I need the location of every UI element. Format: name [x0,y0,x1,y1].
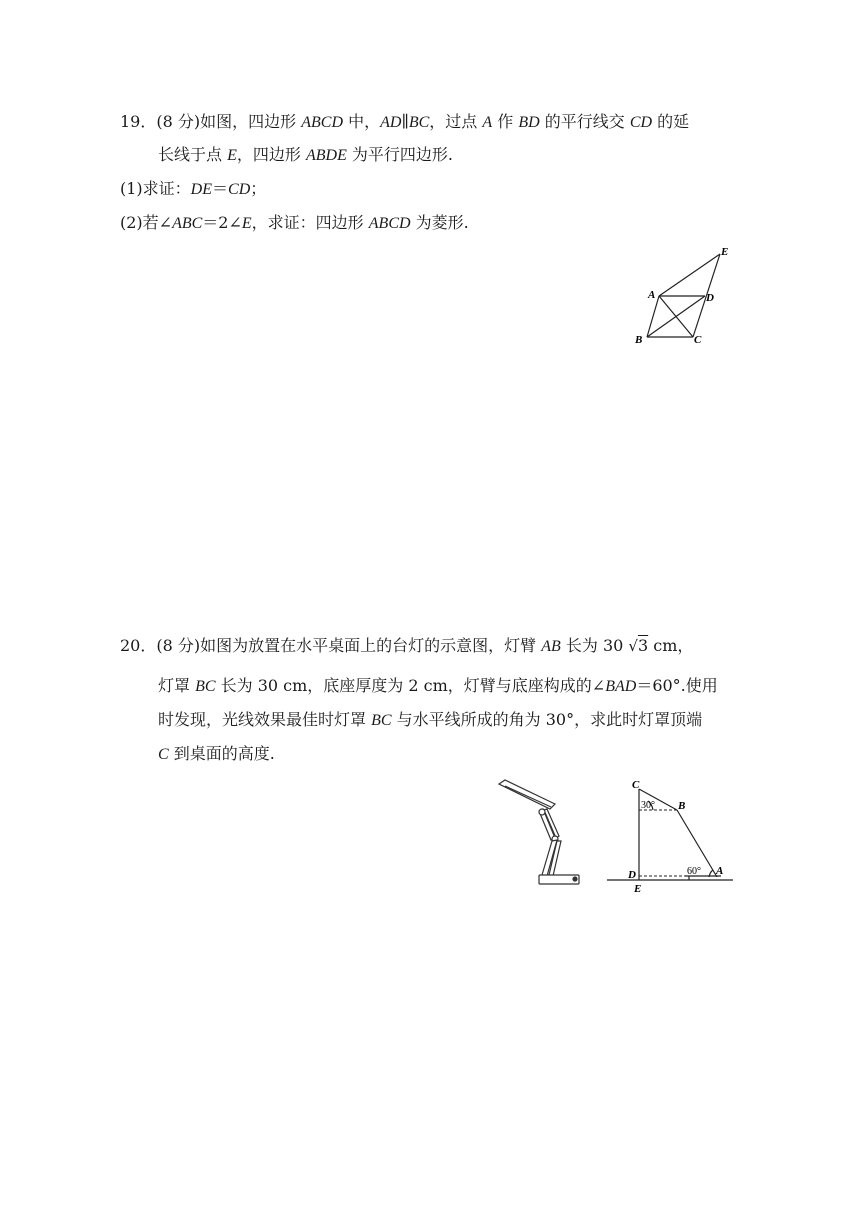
lamp-joint [539,809,545,815]
label-d: D [628,869,636,881]
math: E [227,147,237,164]
text: ； [250,179,267,198]
label-b: B [635,334,643,346]
lamp-base-dot [573,877,577,881]
math: BC [408,114,430,131]
segment-ab [647,296,659,337]
q20-line3 [158,710,702,731]
math: BD [518,114,540,131]
label-c: C [694,334,702,346]
q20-points: (8 分) [156,636,201,655]
math: ABDE [305,147,347,164]
math: BC [371,712,392,729]
q20-figure [603,776,737,898]
label-e: E [634,883,642,895]
lamp-shade-inner [505,786,551,807]
label-d: D [706,292,714,304]
text: 作 [492,112,519,131]
radicand: 3 [637,636,649,655]
q19-part1 [120,179,266,200]
label-c: C [632,779,640,791]
math: CD [228,181,251,198]
text: 与水平线所成的角为 30°，求此时灯罩顶端 [391,710,703,729]
math: E [241,215,252,232]
segment-ae [659,254,720,296]
math: BC [195,678,216,695]
text: 如图为放置在水平桌面上的台灯的示意图，灯臂 [200,636,542,655]
sqrt-symbol: √ [628,637,638,655]
angle-60-label: 60° [687,866,701,877]
q20-line2 [158,676,718,697]
label-e: E [721,246,729,258]
parallel-symbol: ∥ [401,112,409,131]
text: ＝ [212,179,229,198]
text: (1)求证： [120,179,191,198]
math: ABC [172,215,203,232]
text: 长线于点 [158,145,228,164]
q19-line2 [158,145,453,166]
label-a: A [716,865,724,877]
text: 长为 30 [560,636,629,655]
text: 到桌面的高度. [168,744,275,763]
math: A [482,114,493,131]
math: CD [629,114,653,131]
text: 的延 [652,112,690,131]
math: ABCD [301,114,344,131]
math: BAD [605,678,637,695]
q20-line4 [158,744,275,765]
q19-figure [628,240,743,350]
segment-ac [659,296,693,337]
math: AD [380,114,402,131]
text: cm， [648,636,694,655]
text: 时发现，光线效果最佳时灯罩 [158,710,372,729]
q19-number: 19． [120,112,157,131]
math: ABCD [368,215,411,232]
text: ＝60°.使用 [636,676,718,695]
text: ，过点 [429,112,483,131]
angle-30-label: 30° [641,800,655,811]
math: AB [541,638,561,655]
text: 中， [343,112,381,131]
text: ＝2∠ [202,213,242,232]
q20-number: 20． [120,636,157,655]
lamp-illustration [495,778,585,890]
text: 灯罩 [158,676,196,695]
text: 为菱形. [410,213,469,232]
q20-line1 [120,636,693,657]
q19-line1 [120,112,689,133]
text: 为平行四边形. [346,145,454,164]
text: ，四边形 [236,145,306,164]
text: 如图，四边形 [200,112,302,131]
text: 的平行线交 [539,112,630,131]
math: DE [190,181,212,198]
label-b: B [678,800,686,812]
text: (2)若∠ [120,213,173,232]
label-a: A [648,289,656,301]
q19-points: (8 分) [156,112,201,131]
q19-part2 [120,213,469,234]
math: C [158,746,169,763]
text: 长为 30 cm，底座厚度为 2 cm，灯臂与底座构成的∠ [215,676,606,695]
text: ，求证：四边形 [251,213,369,232]
